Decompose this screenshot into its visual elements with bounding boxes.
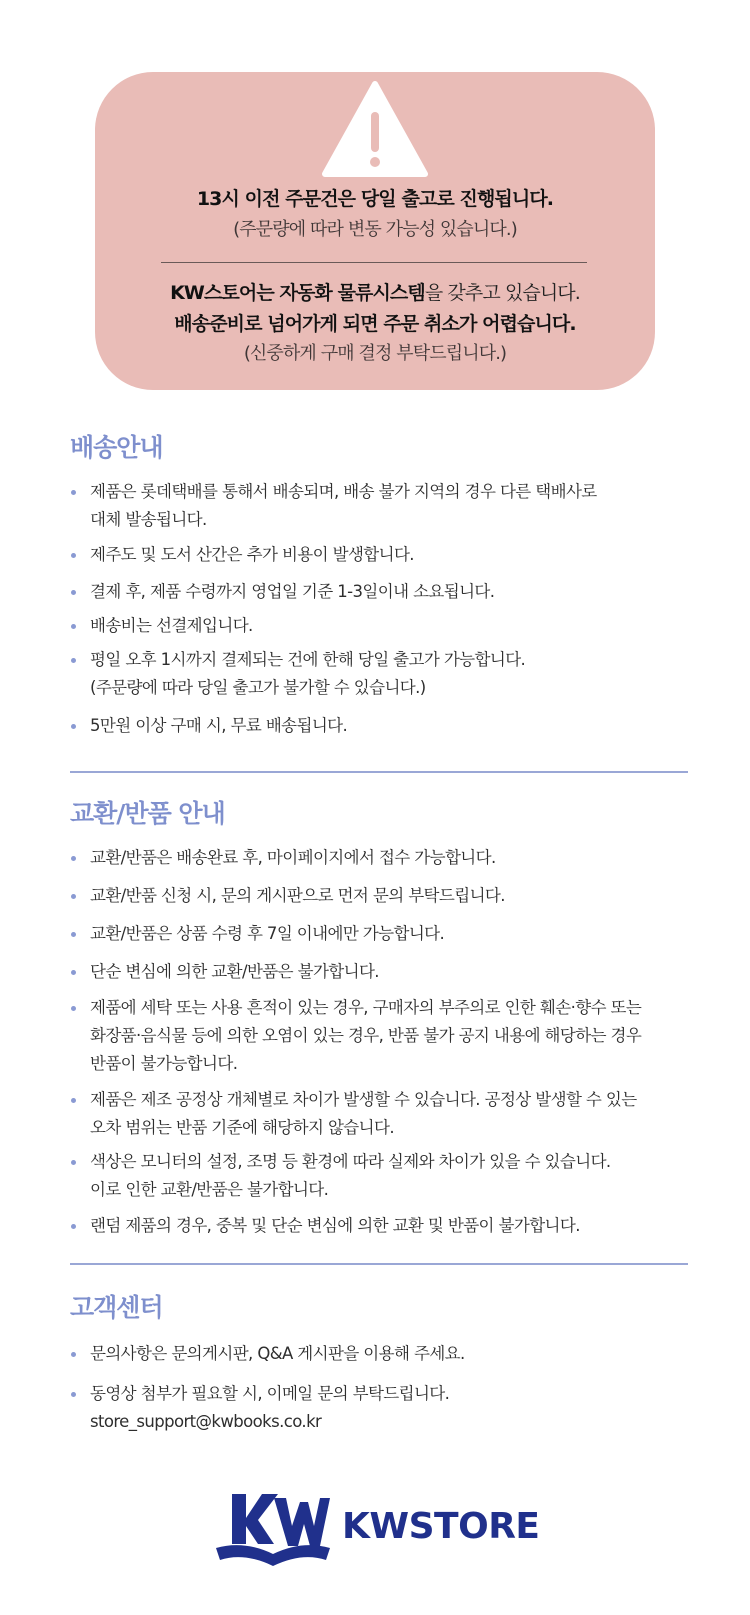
shipping-list [70, 478, 700, 740]
returns-item: 제품은 제조 공정상 개체별로 차이가 발생할 수 있습니다. 공정상 발생할 수 있는 오차 범위는 반품 기준에 해당하지 않습니다. [70, 1086, 700, 1142]
support-item: 동영상 첨부가 필요할 시, 이메일 문의 부탁드립니다. store_support@kwbooks.co.kr [70, 1380, 700, 1436]
notice-logistics-rest: 을 갖추고 있습니다. [424, 282, 580, 304]
support-section-title: 고객센터 [70, 1293, 163, 1322]
returns-item: 교환/반품은 상품 수령 후 7일 이내에만 가능합니다. [70, 920, 700, 948]
returns-item: 랜덤 제품의 경우, 중복 및 단순 변심에 의한 교환 및 반품이 불가합니다. [70, 1212, 700, 1240]
returns-item: 교환/반품은 배송완료 후, 마이페이지에서 접수 가능합니다. [70, 844, 700, 872]
notice-cancel-subtext: (신중하게 구매 결정 부탁드립니다.) [243, 343, 507, 364]
returns-item: 색상은 모니터의 설정, 조명 등 환경에 따라 실제와 차이가 있을 수 있습니다. 이로 인한 교환/반품은 불가합니다. [70, 1148, 700, 1204]
shipping-item: 평일 오후 1시까지 결제되는 건에 한해 당일 출고가 가능합니다. (주문량에 따라 당일 출고가 불가할 수 있습니다.) [70, 646, 700, 702]
notice-divider [161, 262, 587, 263]
section-divider [70, 1263, 688, 1265]
returns-section-title: 교환/반품 안내 [70, 799, 225, 828]
shipping-item: 5만원 이상 구매 시, 무료 배송됩니다. [70, 712, 700, 740]
section-divider [70, 771, 688, 773]
shipping-item: 제주도 및 도서 산간은 추가 비용이 발생합니다. [70, 541, 700, 569]
shipping-section-title: 배송안내 [70, 433, 163, 462]
support-item: 문의사항은 문의게시판, Q&A 게시판을 이용해 주세요. [70, 1340, 700, 1368]
returns-item: 교환/반품 신청 시, 문의 게시판으로 먼저 문의 부탁드립니다. [70, 882, 700, 910]
shipping-item: 결제 후, 제품 수령까지 영업일 기준 1-3일이내 소요됩니다. [70, 578, 700, 606]
logo-wordmark: KWSTORE [342, 1506, 540, 1547]
notice-logistics-text [95, 278, 655, 305]
kwstore-logo [214, 1488, 544, 1578]
support-list [70, 1340, 700, 1436]
notice-cutoff-text: 13시 이전 주문건은 당일 출고로 진행됩니다. [196, 188, 554, 210]
shipping-item: 제품은 롯데택배를 통해서 배송되며, 배송 불가 지역의 경우 다른 택배사로 대체 발송됩니다. [70, 478, 700, 534]
notice-cancel-text: 배송준비로 넘어가게 되면 주문 취소가 어렵습니다. [174, 313, 576, 335]
warning-icon [321, 78, 429, 178]
notice-logistics-bold: KW스토어는 자동화 물류시스템 [170, 282, 425, 304]
notice-box [95, 72, 655, 390]
returns-item: 단순 변심에 의한 교환/반품은 불가합니다. [70, 958, 700, 986]
notice-cutoff-subtext: (주문량에 따라 변동 가능성 있습니다.) [233, 219, 517, 240]
returns-list [70, 844, 700, 1240]
shipping-item: 배송비는 선결제입니다. [70, 612, 700, 640]
returns-item: 제품에 세탁 또는 사용 흔적이 있는 경우, 구매자의 부주의로 인한 훼손·향수 또는 화장품·음식물 등에 의한 오염이 있는 경우, 반품 불가 공지 내용에 해당하는 경우 반품이 불가능합니다. [70, 994, 700, 1078]
kw-book-logo-icon [214, 1488, 332, 1570]
